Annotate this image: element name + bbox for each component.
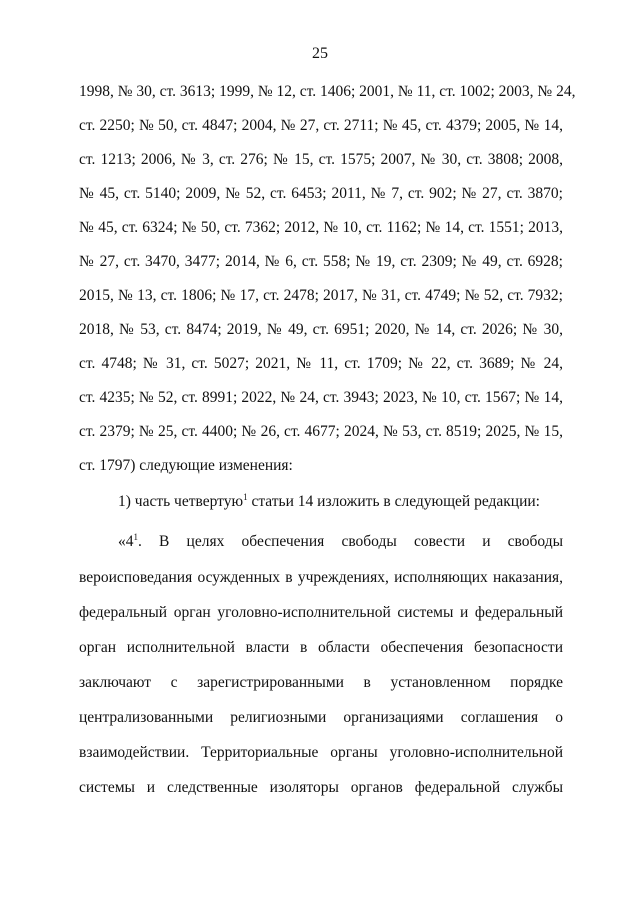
- text-line: взаимодействии. Территориальные органы уголовно-исполнительной: [79, 744, 563, 761]
- superscript: 1: [243, 491, 248, 502]
- text-line: ст. 4235; № 52, ст. 8991; 2022, № 24, ст. 3943; 2023, № 10, ст. 1567; № 14,: [79, 389, 563, 406]
- text-line: ст. 4748; № 31, ст. 5027; 2021, № 11, ст. 1709; № 22, ст. 3689; № 24,: [79, 355, 563, 372]
- quote-start: «4: [118, 533, 134, 550]
- text-line: ст. 1797) следующие изменения:: [79, 457, 293, 474]
- text-line: федеральный орган уголовно-исполнительной системы и федеральный: [79, 604, 563, 621]
- text-line: № 45, ст. 6324; № 50, ст. 7362; 2012, № 10, ст. 1162; № 14, ст. 1551; 2013,: [79, 219, 563, 236]
- quote-text: . В целях обеспечения свободы совести и свободы: [138, 533, 563, 550]
- text-line: № 27, ст. 3470, 3477; 2014, № 6, ст. 558; № 19, ст. 2309; № 49, ст. 6928;: [79, 253, 563, 270]
- text-line: орган исполнительной власти в области обеспечения безопасности: [79, 639, 563, 656]
- text-line: вероисповедания осужденных в учреждениях, исполняющих наказания,: [79, 569, 563, 586]
- text-line: [118, 532, 563, 552]
- text-line: системы и следственные изоляторы органов федеральной службы: [79, 779, 563, 796]
- amendment-item-1: [118, 492, 563, 512]
- item-text: 1) часть четвертую: [118, 493, 244, 510]
- item-text: статьи 14 изложить в следующей редакции:: [247, 493, 540, 510]
- text-line: ст. 2379; № 25, ст. 4400; № 26, ст. 4677; 2024, № 53, ст. 8519; 2025, № 15,: [79, 423, 563, 440]
- text-line: централизованными религиозными организациями соглашения о: [79, 709, 563, 726]
- text-line: заключают с зарегистрированными в установленном порядке: [79, 674, 563, 691]
- text-line: ст. 2250; № 50, ст. 4847; 2004, № 27, ст. 2711; № 45, ст. 4379; 2005, № 14,: [79, 117, 563, 134]
- text-line: 1998, № 30, ст. 3613; 1999, № 12, ст. 1406; 2001, № 11, ст. 1002; 2003, № 24,: [79, 83, 576, 100]
- text-line: 2015, № 13, ст. 1806; № 17, ст. 2478; 2017, № 31, ст. 4749; № 52, ст. 7932;: [79, 287, 563, 304]
- page-number: 25: [312, 45, 328, 62]
- text-line: 2018, № 53, ст. 8474; 2019, № 49, ст. 6951; 2020, № 14, ст. 2026; № 30,: [79, 321, 563, 338]
- text-line: ст. 1213; 2006, № 3, ст. 276; № 15, ст. 1575; 2007, № 30, ст. 3808; 2008,: [79, 151, 563, 168]
- text-line: № 45, ст. 5140; 2009, № 52, ст. 6453; 2011, № 7, ст. 902; № 27, ст. 3870;: [79, 185, 563, 202]
- superscript: 1: [133, 531, 138, 542]
